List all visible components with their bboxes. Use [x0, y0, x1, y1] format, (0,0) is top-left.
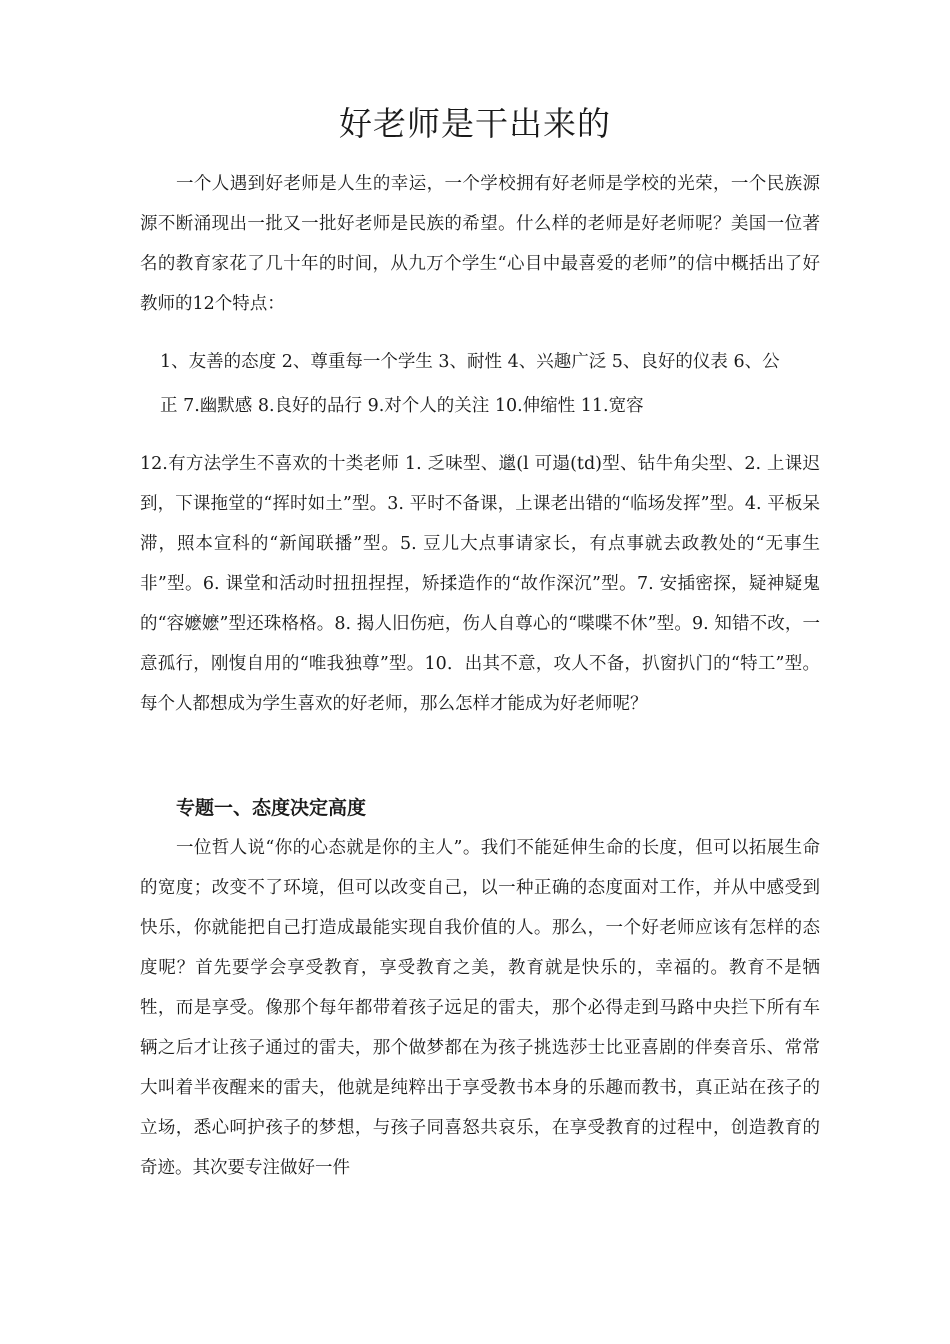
- traits-list: [160, 340, 830, 428]
- intro-paragraph: 一个人遇到好老师是人生的幸运，一个学校拥有好老师是学校的光荣，一个民族源源不断涌现出一批又一批好老师是民族的希望。什么样的老师是好老师呢？美国一位著名的教育家花了几十年的时间，从九万个学生“心目中最喜爱的老师”的信中概括出了好教师的12个特点：: [140, 174, 820, 314]
- section-heading-1: 专题一、态度决定高度: [176, 797, 367, 819]
- traits-list-line-1: 1、友善的态度 2、尊重每一个学生 3、耐性 4、兴趣广泛 5、良好的仪表 6、公: [160, 352, 780, 372]
- traits-list-line-2: 正 7.幽默感 8.良好的品行 9.对个人的关注 10.伸缩性 11.宽容: [160, 396, 644, 416]
- disliked-teachers-paragraph: 12.有方法学生不喜欢的十类老师 1. 乏味型、邋(l 可遢(td)型、钻牛角尖型、2. 上课迟到，下课拖堂的“挥时如土”型。3. 平时不备课，上课老出错的“临场发挥”型。4. 平板呆滞，照本宣科的“新闻联播”型。5. 豆儿大点事请家长，有点事就去政教处的“无事生非”型。6. 课堂和活动时扭扭捏捏，矫揉造作的“故作深沉”型。7. 安插密探，疑神疑鬼的“容嬷嬷”型还珠格格。8. 揭人旧伤疤，伤人自尊心的“喋喋不休”型。9. 知错不改，一意孤行，刚愎自用的“唯我独尊”型。10．出其不意，攻人不备，扒窗扒门的“特工”型。每个人都想成为学生喜欢的好老师，那么怎样才能成为好老师呢？: [140, 454, 820, 714]
- document-title: 好老师是干出来的: [339, 104, 611, 143]
- attitude-paragraph: 一位哲人说“你的心态就是你的主人”。我们不能延伸生命的长度，但可以拓展生命的宽度；改变不了环境，但可以改变自己，以一种正确的态度面对工作，并从中感受到快乐，你就能把自己打造成最能实现自我价值的人。那么，一个好老师应该有怎样的态度呢？首先要学会享受教育，享受教育之美，教育就是快乐的，幸福的。教育不是牺牲，而是享受。像那个每年都带着孩子远足的雷夫，那个必得走到马路中央拦下所有车辆之后才让孩子通过的雷夫，那个做梦都在为孩子挑选莎士比亚喜剧的伴奏音乐、常常大叫着半夜醒来的雷夫，他就是纯粹出于享受教书本身的乐趣而教书，真正站在孩子的立场，悉心呵护孩子的梦想，与孩子同喜怒共哀乐，在享受教育的过程中，创造教育的奇迹。其次要专注做好一件: [140, 838, 820, 1178]
